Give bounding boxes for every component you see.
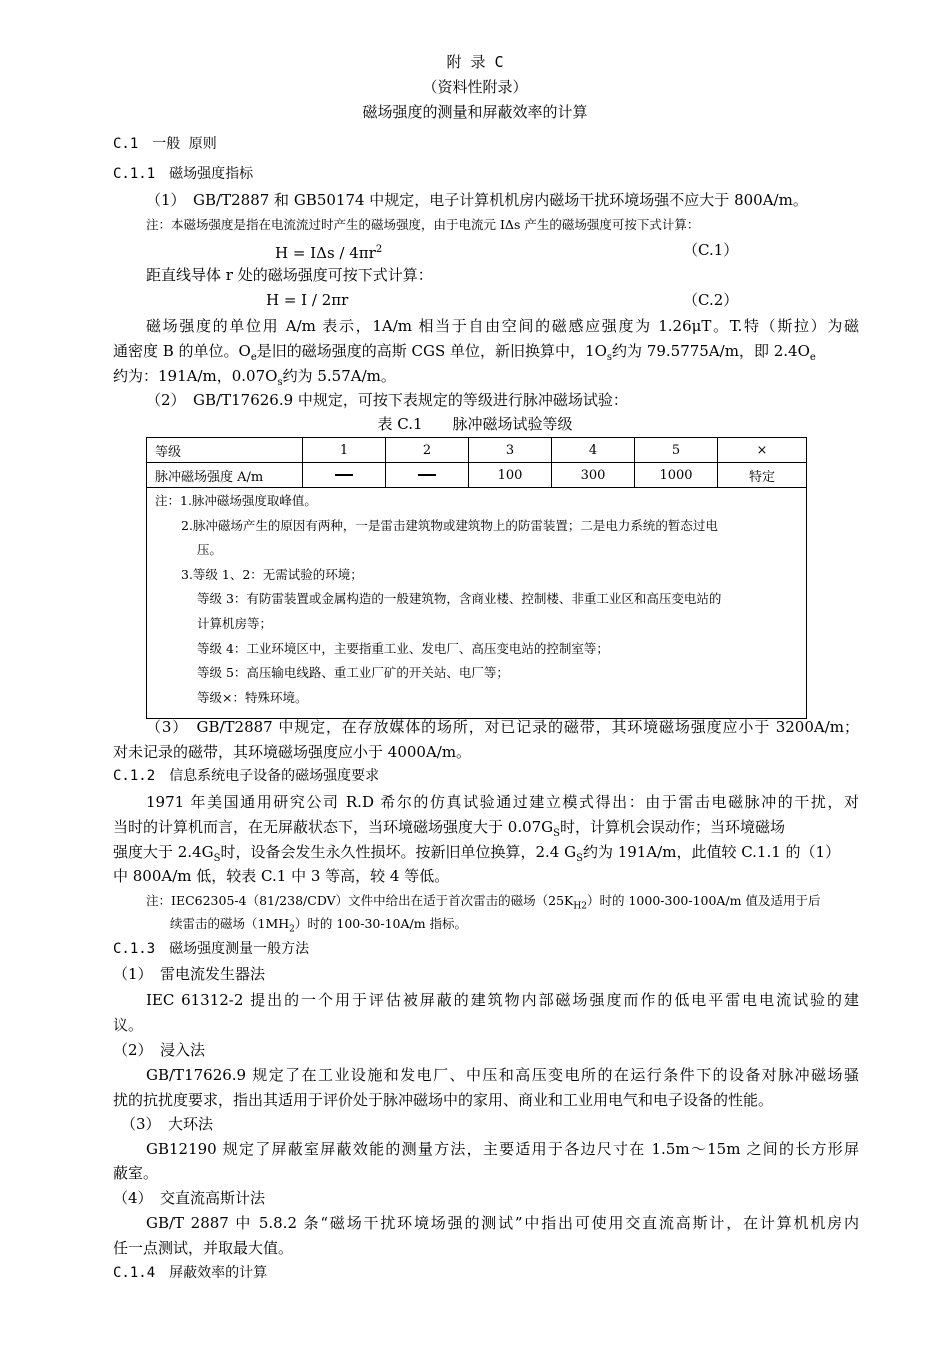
table-notes bbox=[147, 488, 807, 719]
c11-distance-line: 距直线导体 r 处的磁场强度可按下式计算： bbox=[146, 266, 433, 284]
c11-note: 注：本磁场强度是指在电流流过时产生的磁场强度，由于电流元 IΔs 产生的磁场强度可按下式计算： bbox=[146, 217, 700, 232]
table-notes-row bbox=[147, 488, 807, 719]
dash-mark bbox=[335, 474, 353, 476]
c11-para1-line2: 通密度 B 的单位。$O_e$是旧的磁场强度的高斯 CGS 单位，新旧换算中，$1O_s$约为 79.5775A/m，即 $2.4O_e$ bbox=[113, 342, 816, 363]
table-note: 等级×：特殊环境。 bbox=[197, 689, 308, 705]
table-cell: 1000 bbox=[635, 463, 718, 488]
table-note: 压。 bbox=[197, 542, 223, 558]
table-note: 计算机房等； bbox=[197, 615, 273, 631]
section-c13-heading: C.1.3 磁场强度测量一般方法 bbox=[113, 941, 310, 957]
table-cell: 特定 bbox=[718, 463, 807, 488]
c11-item2: （2） GB/T17626.9 中规定，可按下表规定的等级进行脉冲磁场试验： bbox=[146, 391, 628, 409]
pulse-field-table bbox=[146, 437, 807, 719]
table-cell: × bbox=[718, 438, 807, 463]
c12-line4: 中 800A/m 低，较表 C.1 中 3 等高，较 4 等低。 bbox=[113, 867, 450, 885]
c13-method1-line1: IEC 61312-2 提出的一个用于评估被屏蔽的建筑物内部磁场强度而作的低电平雷电电流试验的建 bbox=[146, 991, 859, 1009]
c13-method1-title: （1） 雷电流发生器法 bbox=[113, 965, 266, 983]
appendix-title: 附 录 C bbox=[446, 53, 504, 71]
c12-line2: 当时的计算机而言，在无屏蔽状态下，当环境磁场强度大于 $0.07G_S$时，计算机会误动作；当环境磁场 bbox=[113, 818, 786, 839]
c11-item1: （1） GB/T2887 和 GB50174 中规定，电子计算机机房内磁场干扰环境场强不应大于 800A/m。 bbox=[146, 191, 808, 209]
section-c11-heading: C.1.1 磁场强度指标 bbox=[113, 166, 254, 182]
table-note: 2.脉冲磁场产生的原因有两种，一是雷击建筑物或建筑物上的防雷装置；二是电力系统的暂态过电 bbox=[181, 517, 718, 533]
formula-c1: $H = I\Delta s / 4\pi r^2$ bbox=[275, 244, 383, 262]
appendix-subtitle: （资料性附录） bbox=[422, 78, 528, 96]
table-cell: 100 bbox=[469, 463, 552, 488]
table-note: 等级 3：有防雷装置或金属构造的一般建筑物，含商业楼、控制楼、非重工业区和高压变电站的 bbox=[197, 591, 722, 607]
c13-method4-line2: 任一点测试，并取最大值。 bbox=[113, 1239, 294, 1257]
c11-item3-line1: （3） GB/T2887 中规定，在存放媒体的场所，对已记录的磁带，其环境磁场强度应小于 3200A/m； bbox=[146, 718, 859, 736]
table-cell: 1 bbox=[303, 438, 386, 463]
c11-item3-line2: 对未记录的磁带，其环境磁场强度应小于 4000A/m。 bbox=[113, 743, 472, 761]
formula-c2: H = I / 2πr bbox=[266, 291, 349, 309]
c13-method2-line1: GB/T17626.9 规定了在工业设施和发电厂、中压和高压变电所的在运行条件下的设备对脉冲磁场骚 bbox=[146, 1066, 859, 1084]
c12-note-line1: 注：IEC62305-4（81/238/CDV）文件中给出在适于首次雷击的磁场$(25K_{H2})$时的 1000-300-100A/m 值及适用于后 bbox=[146, 893, 821, 912]
c12-note-line2: 续雷击的磁场$(1MH_2)$时的 100-30-10A/m 指标。 bbox=[170, 916, 468, 935]
c13-method3-title: （3） 大环法 bbox=[121, 1115, 214, 1133]
section-c14-heading: C.1.4 屏蔽效率的计算 bbox=[113, 1265, 268, 1281]
c12-line1: 1971 年美国通用研究公司 R.D 希尔的仿真试验通过建立模式得出：由于雷击电磁脉冲的干扰，对 bbox=[146, 793, 859, 811]
table-note: 等级 4：工业环境区中，主要指重工业、发电厂、高压变电站的控制室等； bbox=[197, 640, 609, 656]
table-cell: 脉冲磁场强度 A/m bbox=[147, 463, 303, 488]
c13-method2-title: （2） 浸入法 bbox=[113, 1041, 206, 1059]
table-note: 等级 5：高压输电线路、重工业厂矿的开关站、电厂等； bbox=[197, 665, 509, 681]
table-cell: 2 bbox=[386, 438, 469, 463]
c13-method3-line1: GB12190 规定了屏蔽室屏蔽效能的测量方法，主要适用于各边尺寸在 1.5m～15m 之间的长方形屏 bbox=[146, 1140, 859, 1158]
table-header-row bbox=[147, 438, 807, 463]
c13-method1-line2: 议。 bbox=[113, 1016, 144, 1034]
c13-method3-line2: 蔽室。 bbox=[113, 1164, 159, 1182]
appendix-heading: 磁场强度的测量和屏蔽效率的计算 bbox=[362, 103, 588, 121]
dash-mark bbox=[418, 474, 436, 476]
table-cell: 4 bbox=[552, 438, 635, 463]
c13-method2-line2: 扰的抗扰度要求，指出其适用于评价处于脉冲磁场中的家用、商业和工业用电气和电子设备的性能。 bbox=[113, 1091, 774, 1109]
table-cell: 3 bbox=[469, 438, 552, 463]
table-cell: 等级 bbox=[147, 438, 303, 463]
c11-para1-line3: 约为：191A/m，$0.07O_s$约为 5.57A/m。 bbox=[113, 367, 396, 388]
section-c12-heading: C.1.2 信息系统电子设备的磁场强度要求 bbox=[113, 768, 380, 784]
table-note: 注：1.脉冲磁场强度取峰值。 bbox=[155, 493, 317, 508]
c13-method4-title: （4） 交直流高斯计法 bbox=[113, 1189, 266, 1207]
table-cell-dash bbox=[386, 463, 469, 488]
formula-c2-tag: （C.2） bbox=[683, 291, 739, 309]
c13-method4-line1: GB/T 2887 中 5.8.2 条“磁场干扰环境场强的测试”中指出可使用交直流高斯计，在计算机机房内 bbox=[146, 1214, 859, 1232]
c12-line3: 强度大于 $2.4G_S$时，设备会发生永久性损坏。按新旧单位换算，2.4 $G_S$约为 191A/m，此值较 C.1.1 的（1） bbox=[113, 843, 841, 864]
table-cell-dash bbox=[303, 463, 386, 488]
table-note: 3.等级 1、2：无需试验的环境； bbox=[181, 566, 363, 582]
table-caption: 表 C.1 脉冲磁场试验等级 bbox=[377, 415, 573, 433]
c11-para1-line1: 磁场强度的单位用 A/m 表示，1A/m 相当于自由空间的磁感应强度为 1.26μT。T.特（斯拉）为磁 bbox=[146, 317, 859, 335]
table-cell: 5 bbox=[635, 438, 718, 463]
table-cell: 300 bbox=[552, 463, 635, 488]
section-c1-heading: C.1 一般 原则 bbox=[113, 136, 217, 152]
formula-c1-tag: （C.1） bbox=[683, 241, 739, 259]
table-row bbox=[147, 463, 807, 488]
